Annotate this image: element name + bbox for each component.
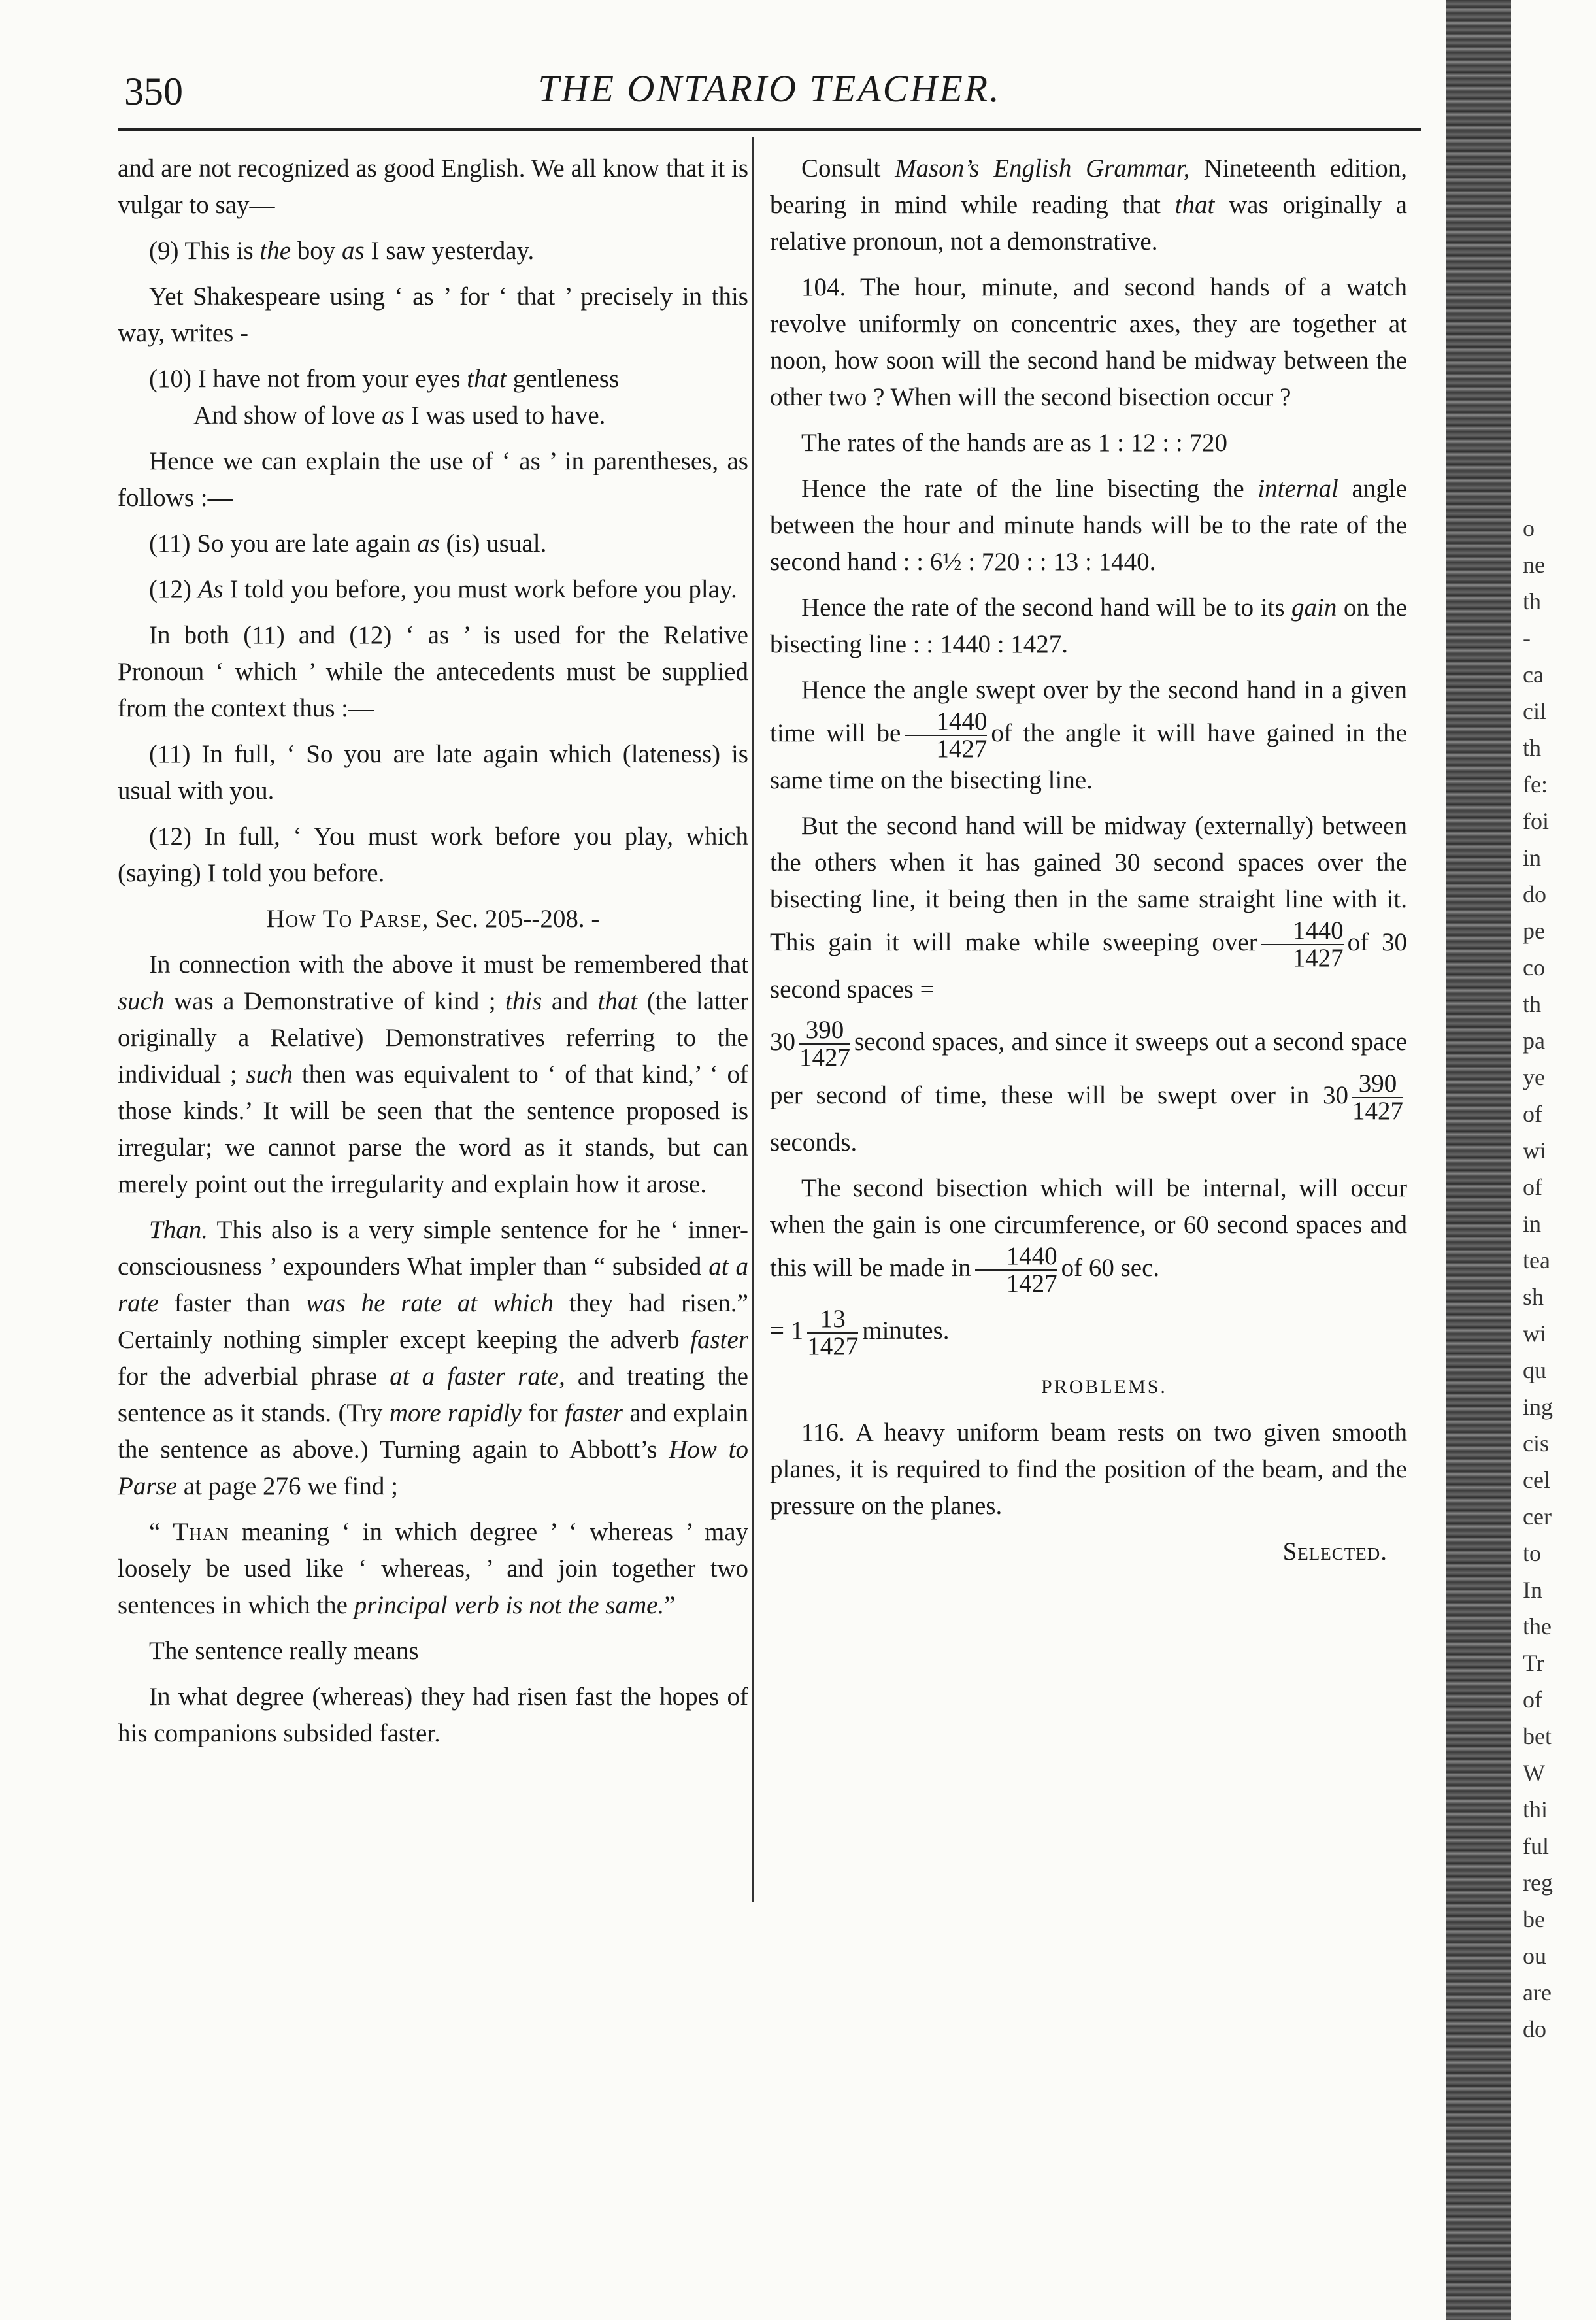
- fragment: of: [1523, 1101, 1542, 1127]
- paragraph: Hence we can explain the use of ‘ as ’ in parentheses, as follows :—: [118, 447, 748, 512]
- fraction: $\frac{1440}{1427}$: [905, 709, 987, 762]
- fragment: tea: [1523, 1247, 1550, 1273]
- header: [118, 63, 1421, 123]
- fragment: cel: [1523, 1467, 1550, 1493]
- paragraph: In connection with the above it must be remembered that such was a Demonstrative of kind ; this and that (the latter originally a Relative) Demonstratives referring to the individual ; such then was equivalent to ‘ of that kind,’ ‘ of those kinds.’ It will be seen that the sentence proposed is irregular; we cannot parse the word as it stands, but can merely point out the irregularity and explain how it arose.: [118, 950, 748, 1198]
- signature: Selected.: [1282, 1538, 1388, 1566]
- fragment: foi: [1523, 808, 1549, 834]
- fraction: $\frac{13}{1427}$: [807, 1305, 859, 1360]
- fraction: $\frac{1440}{1427}$: [1261, 918, 1344, 971]
- fragment: ye: [1523, 1064, 1545, 1090]
- fragment: cis: [1523, 1430, 1549, 1456]
- fragment: the: [1523, 1613, 1552, 1639]
- header-rule: [118, 128, 1421, 131]
- paragraph: In what degree (whereas) they had risen fast the hopes of his companions subsided faster.: [118, 1683, 748, 1747]
- fragment: reg: [1523, 1870, 1553, 1896]
- fragment: be: [1523, 1906, 1545, 1932]
- fragment: th: [1523, 588, 1542, 614]
- example-9: (9) This is the boy as I saw yesterday.: [149, 237, 535, 265]
- fragment: are: [1523, 1979, 1552, 2006]
- paragraph: The rates of the hands are as 1 : 12 : : 720: [801, 429, 1227, 457]
- fraction: $\frac{390}{1427}$: [1352, 1069, 1403, 1125]
- result: = 1 $\frac{13}{1427}$ minutes.: [770, 1305, 950, 1360]
- fragment: ne: [1523, 552, 1545, 578]
- quotation: “ Than meaning ‘ in which degree ’ ‘ whereas ’ may loosely be used like ‘ whereas, ’ and join together two sentences in which the principal verb is not the same.”: [118, 1518, 749, 1619]
- fragment: thi: [1523, 1796, 1548, 1823]
- fragment: co: [1523, 954, 1545, 981]
- fragment: ful: [1523, 1833, 1549, 1859]
- paragraph: Hence the rate of the second hand will be to its gain on the bisecting line : : 1440 : 1427.: [770, 594, 1407, 658]
- problem-116: 116. A heavy uniform beam rests on two given smooth planes, it is required to find the position of the beam, and the pressure on the planes.: [770, 1419, 1407, 1520]
- fragment: cer: [1523, 1504, 1552, 1530]
- fragment: -: [1523, 625, 1531, 651]
- fragment: o: [1523, 515, 1535, 541]
- paragraph: and are not recognized as good English. We all know that it is vulgar to say—: [118, 154, 748, 219]
- paragraph: But the second hand will be midway (externally) between the others when it has gained 30 second spaces over the bisecting line, it being then in the same straight line with it. This gain it will make while sweeping over $\frac{1440}{1427}$ of 30 second spaces =: [770, 812, 1407, 1003]
- fragment: qu: [1523, 1357, 1546, 1383]
- problem-104: 104. The hour, minute, and second hands of a watch revolve uniformly on concentric axes, they are together at noon, how soon will the second hand be midway between the other two ? When will the second bisection occur ?: [770, 273, 1407, 411]
- book-binding: [1446, 0, 1511, 2320]
- example-11: (11) So you are late again as (is) usual.: [149, 530, 547, 558]
- fraction: $\frac{390}{1427}$: [799, 1016, 850, 1071]
- fragment: do: [1523, 881, 1546, 907]
- paragraph: The second bisection which will be internal, will occur when the gain is one circumference, or 60 second spaces and this will be made in $\frac{1440}{1427}$ of 60 sec.: [770, 1174, 1407, 1298]
- paragraph: The sentence really means: [149, 1637, 419, 1665]
- left-column: [118, 150, 748, 1761]
- fragment: sh: [1523, 1284, 1544, 1310]
- section-heading: PROBLEMS.: [1041, 1376, 1167, 1398]
- fragment: pa: [1523, 1028, 1545, 1054]
- right-column: [770, 150, 1407, 1579]
- fragment: fe:: [1523, 771, 1548, 798]
- fragment: th: [1523, 991, 1542, 1017]
- paragraph: In both (11) and (12) ‘ as ’ is used for the Relative Pronoun ‘ which ’ while the antecedents must be supplied from the context thus :—: [118, 621, 748, 722]
- fragment: in: [1523, 845, 1542, 871]
- fragment: pe: [1523, 918, 1545, 944]
- column-rule: [752, 137, 754, 1902]
- fragment: W: [1523, 1760, 1545, 1786]
- fraction: $\frac{1440}{1427}$: [975, 1243, 1057, 1297]
- reference-line: How To Parse, Sec. 205--208. -: [266, 905, 600, 933]
- example-11-full: (11) In full, ‘ So you are late again which (lateness) is usual with you.: [118, 740, 748, 805]
- fragment: In: [1523, 1577, 1542, 1603]
- fragment: bet: [1523, 1723, 1552, 1749]
- paragraph: Hence the rate of the line bisecting the internal angle between the hour and minute hands will be to the rate of the second hand : : 6½ : 720 : : 13 : 1440.: [770, 475, 1407, 576]
- running-head: THE ONTARIO TEACHER.: [538, 67, 1001, 110]
- example-12: (12) As I told you before, you must work before you play.: [149, 575, 737, 603]
- paragraph: Yet Shakespeare using ‘ as ’ for ‘ that ’ precisely in this way, writes -: [118, 282, 748, 347]
- fragment: cil: [1523, 698, 1546, 724]
- example-12-full: (12) In full, ‘ You must work before you play, which (saying) I told you before.: [118, 822, 748, 887]
- fragment: ing: [1523, 1394, 1554, 1420]
- fragment: Tr: [1523, 1650, 1544, 1676]
- fragment: th: [1523, 735, 1542, 761]
- fragment: wi: [1523, 1320, 1546, 1347]
- paragraph: 30 $\frac{390}{1427}$ second spaces, and since it sweeps out a second space per second of time, these will be swept over in 30 $\frac{390}{1427}$ seconds.: [770, 1016, 1407, 1156]
- fragment: ca: [1523, 662, 1544, 688]
- page-number: 350: [124, 70, 183, 113]
- fragment: to: [1523, 1540, 1542, 1566]
- adjacent-page-fragments: [1523, 510, 1553, 2047]
- paragraph: Consult Mason’s English Grammar, Nineteenth edition, bearing in mind while reading that that was originally a relative pronoun, not a demonstrative.: [770, 154, 1407, 256]
- fragment: wi: [1523, 1137, 1546, 1164]
- fragment: of: [1523, 1687, 1542, 1713]
- paragraph: Hence the angle swept over by the second hand in a given time will be $\frac{1440}{1427}$ of the angle it will have gained in the same time on the bisecting line.: [770, 676, 1407, 794]
- fragment: of: [1523, 1174, 1542, 1200]
- fragment: ou: [1523, 1943, 1546, 1969]
- example-10: (10) I have not from your eyes that gentleness And show of love as I was used to have.: [149, 365, 620, 429]
- fragment: do: [1523, 2016, 1546, 2042]
- fragment: in: [1523, 1211, 1542, 1237]
- paragraph-than: Than. This also is a very simple sentence for he ‘ inner-consciousness ’ expounders What impler than “ subsided at a rate faster than was he rate at which they had risen.” Certainly nothing simpler except keeping the adverb faster for the adverbial phrase at a faster rate, and treating the sentence as it stands. (Try more rapidly for faster and explain the sentence as above.) Turning again to Abbott’s How to Parse at page 276 we find ;: [118, 1216, 748, 1500]
